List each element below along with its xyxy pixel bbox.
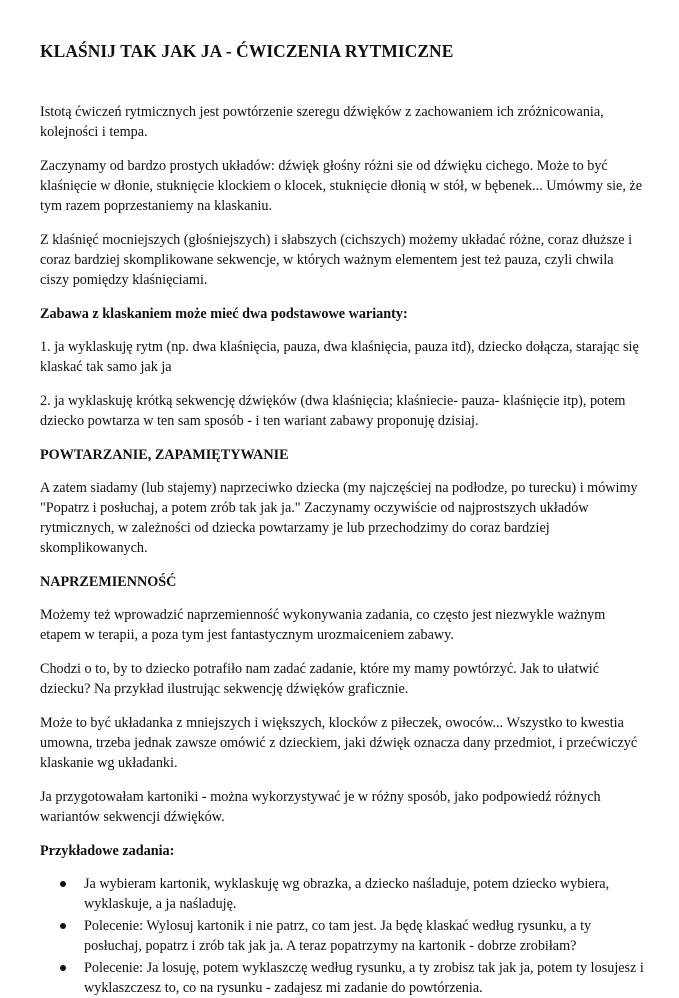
list-item <box>40 958 645 998</box>
paragraph-graphic: Chodzi o to, by to dziecko potrafiło nam zadać zadanie, które my mamy powtórzyć. Jak to ułatwić dziecku? Na przykład ilustrując sekwencję dźwięków graficznie. <box>40 661 600 697</box>
paragraph-variant-1: 1. ja wyklaskuję rytm (np. dwa klaśnięcia, pauza, dwa klaśnięcia, pauza itd), dziecko dołącza, starając się klaskać tak samo jak ja <box>40 339 639 375</box>
document-title: KLAŚNIJ TAK JAK JA - ĆWICZENIA RYTMICZNE <box>40 41 454 61</box>
list-item-text: Ja wybieram kartonik, wyklaskuję wg obrazka, a dziecko naśladuje, potem dziecko wybiera, wyklaskuje, a ja naśladuję. <box>84 876 610 912</box>
list-item-text: Polecenie: Ja losuję, potem wyklaszczę według rysunku, a ty zrobisz tak jak ja, potem ty losujesz i wyklaszczesz to, co na rysunku - zadajesz mi zadanie do powtórzenia. <box>84 960 644 996</box>
paragraph-simple-layouts: Zaczynamy od bardzo prostych układów: dźwięk głośny różni sie od dźwięku cichego. Może to być klaśnięcie w dłonie, stuknięcie klockiem o klocek, stuknięcie dłonią w stół, w bębenek... Umówmy sie, że tym razem poprzestaniemy na klaskaniu. <box>40 158 643 214</box>
paragraph-sequences: Z klaśnięć mocniejszych (głośniejszych) i słabszych (cichszych) możemy układać różne, coraz dłuższe i coraz bardziej skomplikowane sekwencje, w których ważnym elementem jest też pauza, czyli chwila ciszy pomiędzy klaśnięciami. <box>40 232 633 288</box>
list-item <box>40 916 645 956</box>
paragraph-puzzle: Może to być układanka z mniejszych i większych, klocków z piłeczek, owoców... Wszystko to kwestia umowna, trzeba jednak zawsze omówić z dzieckiem, jaki dźwięk oznacza dany przedmiot, i przećwiczyć klaskanie wg układanki. <box>40 715 638 771</box>
heading-example-tasks: Przykładowe zadania: <box>40 843 175 859</box>
list-item-text: Polecenie: Wylosuj kartonik i nie patrz, co tam jest. Ja będę klaskać według rysunku, a ty posłuchaj, popatrz i zrób tak jak ja. A teraz popatrzymy na kartonik - dobrze zrobiłam? <box>84 918 592 954</box>
paragraph-alternation: Możemy też wprowadzić naprzemienność wykonywania zadania, co często jest niezwykle ważnym etapem w terapii, a poza tym jest fantastycznym urozmaiceniem zabawy. <box>40 607 606 643</box>
paragraph-intro: Istotą ćwiczeń rytmicznych jest powtórzenie szeregu dźwięków z zachowaniem ich zróżnicowania, kolejności i tempa. <box>40 104 604 140</box>
bullet-icon <box>60 965 66 971</box>
heading-repeating: POWTARZANIE, ZAPAMIĘTYWANIE <box>40 447 289 463</box>
paragraph-sitting: A zatem siadamy (lub stajemy) naprzeciwko dziecka (my najczęściej na podłodze, po turecku) i mówimy "Popatrz i posłuchaj, a potem zrób tak jak ja." Zaczynamy oczywiście od najprostszych układów rytmicznych, w zależności od dziecka powtarzamy je lub przechodzimy do coraz bardziej skomplikowanych. <box>40 480 638 556</box>
bullet-icon <box>60 881 66 887</box>
list-item <box>40 874 645 914</box>
paragraph-cards: Ja przygotowałam kartoniki - można wykorzystywać je w różny sposób, jako podpowiedź różnych wariantów sekwencji dźwięków. <box>40 789 601 825</box>
paragraph-variant-2: 2. ja wyklaskuję krótką sekwencję dźwięków (dwa klaśnięcia; klaśniecie- pauza- klaśnięcie itp), potem dziecko powtarza w ten sam sposób - i ten wariant zabawy proponuję dzisiaj. <box>40 393 626 429</box>
example-tasks-list <box>40 874 645 998</box>
heading-alternation: NAPRZEMIENNOŚĆ <box>40 574 177 590</box>
heading-two-variants: Zabawa z klaskaniem może mieć dwa podstawowe warianty: <box>40 306 408 322</box>
bullet-icon <box>60 923 66 929</box>
